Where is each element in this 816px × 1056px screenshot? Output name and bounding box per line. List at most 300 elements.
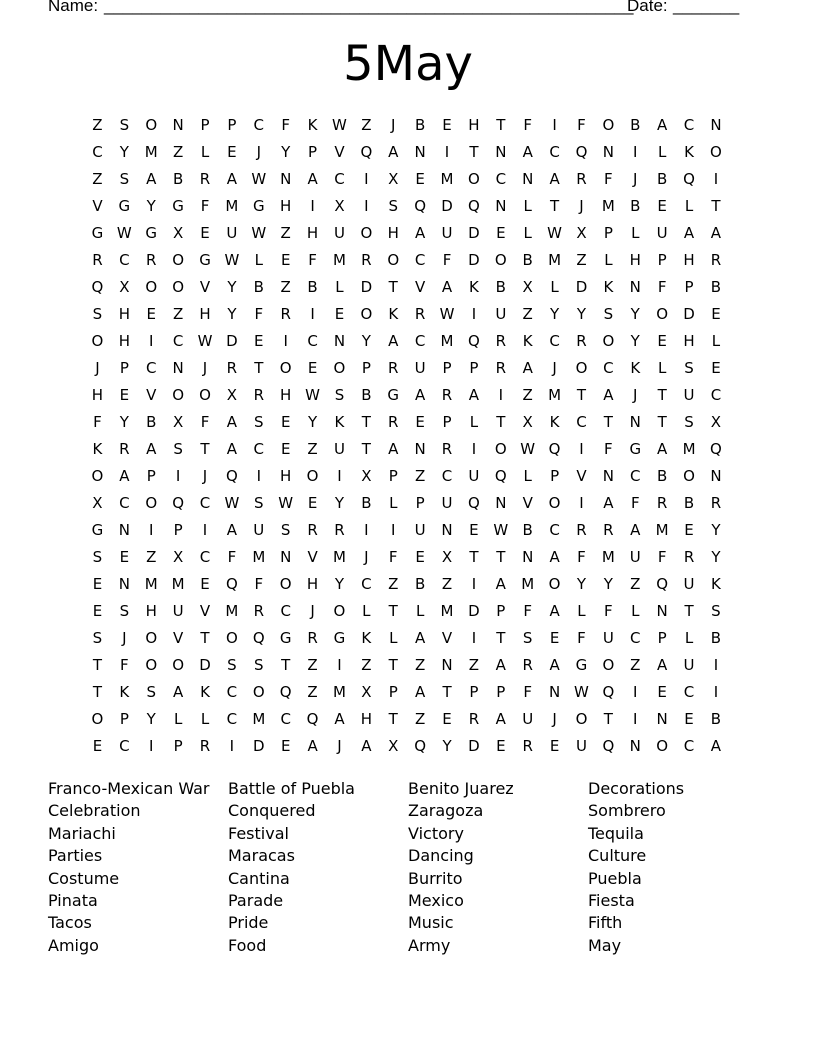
grid-letter: O bbox=[91, 332, 104, 350]
name-label: Name: bbox=[48, 0, 99, 15]
grid-letter: P bbox=[603, 224, 613, 242]
grid-letter: C bbox=[119, 737, 130, 755]
grid-letter: C bbox=[119, 251, 130, 269]
grid-letter: Z bbox=[172, 143, 184, 161]
grid-letter: O bbox=[279, 359, 292, 377]
grid-letter: H bbox=[468, 116, 480, 134]
grid-letter: S bbox=[334, 386, 345, 404]
grid-letter: U bbox=[629, 548, 641, 566]
grid-letter: I bbox=[229, 737, 235, 755]
grid-letter: T bbox=[388, 656, 398, 674]
grid-letter: Z bbox=[414, 710, 426, 728]
grid-letter: Z bbox=[280, 278, 291, 296]
grid-letter: E bbox=[684, 710, 694, 728]
grid-letter: Q bbox=[91, 278, 104, 296]
grid-letter: B bbox=[414, 575, 426, 593]
grid-letter: A bbox=[630, 521, 641, 539]
grid-letter: X bbox=[710, 413, 722, 431]
grid-letter: W bbox=[251, 224, 267, 242]
grid-letter: L bbox=[389, 494, 398, 512]
grid-letter: O bbox=[333, 602, 346, 620]
grid-letter: A bbox=[522, 359, 533, 377]
grid-letter: Y bbox=[603, 575, 613, 593]
grid-letter: Q bbox=[225, 467, 238, 485]
grid-letter: S bbox=[119, 602, 130, 620]
grid-letter: I bbox=[337, 656, 342, 674]
grid-letter: X bbox=[119, 278, 130, 296]
grid-letter: T bbox=[254, 359, 264, 377]
grid-letter: W bbox=[547, 224, 562, 242]
grid-letter: N bbox=[414, 143, 426, 161]
grid-letter: T bbox=[388, 278, 398, 296]
grid-letter: H bbox=[280, 197, 292, 215]
grid-letter: A bbox=[146, 440, 157, 458]
grid-letter: X bbox=[226, 386, 238, 404]
grid-letter: K bbox=[92, 440, 103, 458]
grid-letter: E bbox=[146, 305, 156, 323]
grid-letter: E bbox=[280, 413, 291, 431]
grid-letter: N bbox=[495, 197, 507, 215]
grid-letter: A bbox=[495, 656, 506, 674]
grid-letter: K bbox=[684, 143, 694, 161]
grid-letter: I bbox=[579, 440, 584, 458]
grid-letter: E bbox=[334, 305, 345, 323]
grid-letter: E bbox=[415, 170, 425, 188]
grid-letter: V bbox=[522, 494, 533, 512]
grid-letter: P bbox=[550, 467, 560, 485]
grid-letter: C bbox=[361, 575, 372, 593]
grid-letter: Q bbox=[279, 683, 292, 701]
grid-row bbox=[84, 708, 729, 735]
grid-letter: Q bbox=[710, 440, 722, 458]
grid-letter: Q bbox=[602, 683, 615, 701]
word-bank-item: Zaragoza bbox=[408, 801, 484, 821]
grid-row bbox=[84, 303, 729, 330]
grid-letter: I bbox=[713, 170, 719, 188]
grid-letter: H bbox=[683, 332, 695, 350]
name-blank-line[interactable]: ________________________________________________________ bbox=[104, 0, 634, 15]
word-bank-item: Parade bbox=[228, 890, 284, 910]
grid-letter: X bbox=[522, 413, 533, 431]
grid-letter: R bbox=[253, 602, 264, 620]
grid-letter: I bbox=[202, 521, 208, 539]
grid-letter: B bbox=[683, 494, 695, 512]
grid-letter: I bbox=[633, 143, 638, 161]
grid-letter: S bbox=[711, 602, 721, 620]
grid-row bbox=[84, 519, 729, 546]
grid-letter: E bbox=[280, 737, 291, 755]
grid-letter: V bbox=[441, 629, 453, 647]
grid-letter: G bbox=[118, 197, 131, 215]
grid-letter: Y bbox=[576, 575, 587, 593]
grid-letter: L bbox=[254, 251, 263, 269]
grid-letter: V bbox=[199, 278, 211, 296]
grid-letter: I bbox=[310, 305, 315, 323]
grid-letter: R bbox=[307, 521, 318, 539]
grid-letter: P bbox=[361, 359, 371, 377]
grid-letter: O bbox=[91, 710, 104, 728]
word-bank-item: Pride bbox=[228, 913, 269, 933]
grid-letter: O bbox=[306, 467, 319, 485]
grid-letter: E bbox=[496, 737, 506, 755]
grid-letter: C bbox=[414, 251, 426, 269]
grid-letter: M bbox=[548, 386, 562, 404]
grid-letter: O bbox=[172, 251, 185, 269]
grid-letter: M bbox=[521, 575, 535, 593]
grid-letter: A bbox=[146, 170, 157, 188]
grid-row bbox=[84, 330, 729, 357]
grid-letter: T bbox=[603, 413, 613, 431]
grid-letter: L bbox=[711, 332, 721, 350]
grid-letter: J bbox=[122, 629, 127, 647]
grid-letter: C bbox=[307, 332, 318, 350]
grid-letter: Z bbox=[576, 251, 587, 269]
grid-letter: J bbox=[310, 602, 315, 620]
grid-letter: D bbox=[226, 332, 238, 350]
grid-letter: H bbox=[387, 224, 399, 242]
grid-letter: M bbox=[601, 548, 615, 566]
grid-letter: N bbox=[629, 413, 641, 431]
grid-letter: Z bbox=[522, 386, 533, 404]
grid-letter: U bbox=[172, 602, 184, 620]
grid-letter: H bbox=[280, 386, 292, 404]
grid-letter: A bbox=[549, 170, 560, 188]
grid-letter: M bbox=[601, 197, 615, 215]
grid-letter: F bbox=[523, 683, 533, 701]
grid-letter: T bbox=[496, 413, 506, 431]
grid-letter: T bbox=[442, 683, 452, 701]
grid-letter: B bbox=[710, 278, 722, 296]
grid-letter: X bbox=[172, 548, 184, 566]
grid-letter: P bbox=[657, 251, 667, 269]
word-bank-item: Tacos bbox=[48, 913, 92, 933]
grid-letter: D bbox=[468, 224, 480, 242]
grid-letter: C bbox=[280, 602, 291, 620]
grid-letter: A bbox=[388, 440, 399, 458]
grid-letter: Q bbox=[548, 440, 561, 458]
grid-letter: B bbox=[630, 197, 641, 215]
grid-letter: C bbox=[172, 332, 184, 350]
grid-letter: L bbox=[415, 602, 425, 620]
grid-letter: M bbox=[144, 575, 158, 593]
grid-row bbox=[84, 411, 729, 438]
grid-letter: Z bbox=[172, 305, 184, 323]
grid-row bbox=[84, 276, 729, 303]
grid-letter: R bbox=[146, 251, 157, 269]
grid-letter: O bbox=[172, 386, 185, 404]
grid-letter: W bbox=[197, 332, 213, 350]
grid-letter: B bbox=[522, 251, 533, 269]
grid-letter: K bbox=[468, 278, 479, 296]
word-bank-item: Dancing bbox=[408, 846, 474, 866]
grid-letter: V bbox=[415, 278, 426, 296]
grid-letter: F bbox=[442, 251, 452, 269]
grid-letter: A bbox=[226, 440, 238, 458]
grid-letter: X bbox=[522, 278, 533, 296]
grid-letter: F bbox=[604, 602, 613, 620]
grid-letter: U bbox=[333, 224, 345, 242]
grid-letter: P bbox=[469, 683, 479, 701]
grid-letter: I bbox=[633, 683, 638, 701]
grid-letter: M bbox=[682, 440, 696, 458]
grid-letter: W bbox=[520, 440, 536, 458]
grid-letter: S bbox=[173, 440, 183, 458]
grid-letter: P bbox=[442, 413, 452, 431]
grid-letter: C bbox=[226, 710, 238, 728]
grid-letter: N bbox=[280, 170, 292, 188]
grid-letter: U bbox=[414, 521, 426, 539]
grid-letter: B bbox=[172, 170, 184, 188]
grid-letter: R bbox=[119, 440, 130, 458]
grid-letter: O bbox=[252, 683, 265, 701]
grid-letter: O bbox=[225, 629, 238, 647]
grid-letter: O bbox=[683, 467, 695, 485]
grid-letter: F bbox=[388, 548, 398, 566]
grid-letter: N bbox=[629, 737, 641, 755]
grid-letter: Z bbox=[280, 224, 291, 242]
grid-letter: G bbox=[199, 251, 211, 269]
grid-letter: E bbox=[254, 332, 264, 350]
grid-letter: N bbox=[629, 278, 641, 296]
grid-letter: F bbox=[523, 116, 533, 134]
grid-letter: D bbox=[253, 737, 265, 755]
grid-letter: C bbox=[683, 737, 695, 755]
grid-letter: Q bbox=[468, 332, 480, 350]
page-title: 5May bbox=[343, 36, 473, 92]
grid-letter: F bbox=[93, 413, 102, 431]
grid-letter: T bbox=[361, 413, 371, 431]
grid-letter: Q bbox=[602, 737, 615, 755]
grid-letter: Z bbox=[92, 170, 103, 188]
grid-letter: C bbox=[92, 143, 103, 161]
grid-letter: Y bbox=[442, 737, 452, 755]
grid-letter: A bbox=[710, 737, 722, 755]
grid-letter: T bbox=[92, 683, 103, 701]
grid-letter: C bbox=[683, 116, 695, 134]
word-bank-item: Cantina bbox=[228, 868, 290, 888]
grid-letter: J bbox=[364, 548, 369, 566]
grid-letter: P bbox=[173, 521, 183, 539]
grid-letter: Q bbox=[414, 197, 427, 215]
grid-letter: G bbox=[252, 197, 265, 215]
grid-letter: N bbox=[522, 548, 534, 566]
grid-letter: K bbox=[522, 332, 533, 350]
grid-letter: A bbox=[468, 386, 480, 404]
grid-letter: M bbox=[440, 170, 454, 188]
grid-letter: T bbox=[469, 143, 479, 161]
grid-letter: N bbox=[172, 116, 184, 134]
grid-letter: U bbox=[253, 521, 265, 539]
grid-letter: T bbox=[92, 656, 103, 674]
grid-letter: W bbox=[493, 521, 509, 539]
grid-letter: C bbox=[576, 413, 587, 431]
grid-letter: B bbox=[710, 629, 722, 647]
grid-letter: O bbox=[145, 656, 158, 674]
grid-letter: Y bbox=[550, 305, 560, 323]
grid-letter: H bbox=[280, 467, 292, 485]
word-bank-item: Sombrero bbox=[588, 801, 666, 821]
word-bank-item: Franco-Mexican War bbox=[48, 779, 210, 798]
grid-letter: A bbox=[119, 467, 130, 485]
grid-letter: A bbox=[657, 116, 668, 134]
grid-letter: Y bbox=[119, 143, 129, 161]
grid-letter: F bbox=[254, 575, 264, 593]
grid-letter: Y bbox=[711, 521, 721, 539]
grid-letter: Z bbox=[361, 116, 372, 134]
grid-letter: Y bbox=[711, 548, 721, 566]
grid-letter: E bbox=[280, 251, 291, 269]
grid-letter: O bbox=[145, 494, 158, 512]
grid-letter: L bbox=[469, 413, 479, 431]
grid-letter: Y bbox=[630, 332, 640, 350]
grid-letter: M bbox=[225, 602, 239, 620]
grid-letter: A bbox=[710, 224, 722, 242]
grid-letter: N bbox=[710, 116, 722, 134]
grid-letter: C bbox=[226, 683, 238, 701]
grid-letter: R bbox=[441, 386, 453, 404]
grid-letter: O bbox=[172, 656, 185, 674]
grid-letter: R bbox=[388, 413, 399, 431]
grid-letter: W bbox=[224, 251, 240, 269]
word-bank-item: Music bbox=[408, 913, 454, 933]
grid-letter: Y bbox=[281, 143, 291, 161]
grid-letter: A bbox=[334, 710, 345, 728]
grid-letter: C bbox=[495, 170, 507, 188]
grid-letter: G bbox=[91, 224, 104, 242]
grid-letter: O bbox=[199, 386, 211, 404]
grid-letter: D bbox=[468, 251, 480, 269]
grid-letter: E bbox=[92, 575, 103, 593]
grid-row bbox=[84, 573, 729, 600]
date-blank-line[interactable]: _______ bbox=[673, 0, 740, 15]
grid-letter: O bbox=[656, 737, 669, 755]
grid-letter: T bbox=[469, 548, 479, 566]
grid-letter: P bbox=[173, 737, 183, 755]
word-bank-item: Maracas bbox=[228, 846, 295, 866]
grid-letter: A bbox=[226, 521, 238, 539]
grid-letter: M bbox=[144, 143, 158, 161]
word-bank-item: Celebration bbox=[48, 801, 141, 821]
grid-letter: N bbox=[656, 710, 668, 728]
grid-letter: R bbox=[576, 170, 587, 188]
grid-letter: I bbox=[256, 467, 261, 485]
grid-letter: T bbox=[603, 710, 613, 728]
grid-letter: W bbox=[278, 494, 294, 512]
grid-letter: E bbox=[119, 386, 130, 404]
grid-letter: K bbox=[388, 305, 399, 323]
grid-letter: S bbox=[92, 305, 103, 323]
grid-letter: T bbox=[576, 386, 587, 404]
grid-letter: F bbox=[120, 656, 129, 674]
grid-letter: U bbox=[683, 656, 695, 674]
grid-letter: M bbox=[440, 602, 454, 620]
grid-letter: B bbox=[146, 413, 157, 431]
grid-letter: D bbox=[441, 197, 453, 215]
grid-letter: F bbox=[523, 602, 533, 620]
grid-letter: D bbox=[468, 737, 480, 755]
grid-letter: Z bbox=[92, 116, 103, 134]
grid-letter: A bbox=[415, 386, 426, 404]
grid-letter: Z bbox=[441, 575, 453, 593]
grid-letter: Y bbox=[227, 305, 237, 323]
grid-letter: S bbox=[684, 359, 694, 377]
grid-letter: B bbox=[361, 494, 372, 512]
grid-letter: I bbox=[337, 467, 342, 485]
word-bank-item: Army bbox=[408, 935, 451, 955]
grid-letter: U bbox=[575, 737, 587, 755]
grid-letter: K bbox=[334, 413, 345, 431]
grid-letter: L bbox=[523, 197, 532, 215]
word-bank-item: May bbox=[588, 935, 622, 955]
grid-letter: F bbox=[657, 548, 667, 566]
word-bank-item: Parties bbox=[48, 846, 103, 866]
grid-letter: D bbox=[683, 305, 695, 323]
grid-row bbox=[84, 249, 729, 276]
grid-letter: H bbox=[360, 710, 372, 728]
grid-letter: W bbox=[116, 224, 132, 242]
grid-letter: F bbox=[577, 548, 586, 566]
word-bank-item: Fiesta bbox=[588, 890, 635, 910]
grid-letter: U bbox=[683, 575, 695, 593]
grid-letter: Q bbox=[360, 143, 373, 161]
word-bank-item: Amigo bbox=[48, 935, 99, 955]
grid-letter: E bbox=[227, 143, 237, 161]
grid-letter: Y bbox=[227, 278, 237, 296]
grid-letter: C bbox=[630, 629, 641, 647]
grid-letter: Z bbox=[307, 683, 318, 701]
grid-letter: C bbox=[334, 170, 345, 188]
grid-letter: G bbox=[629, 440, 642, 458]
grid-letter: K bbox=[200, 683, 210, 701]
grid-letter: H bbox=[629, 251, 641, 269]
grid-letter: Z bbox=[361, 656, 372, 674]
grid-letter: L bbox=[684, 197, 694, 215]
grid-letter: K bbox=[119, 683, 130, 701]
grid-letter: U bbox=[414, 359, 426, 377]
grid-letter: L bbox=[631, 602, 640, 620]
grid-letter: M bbox=[332, 683, 346, 701]
grid-letter: U bbox=[441, 224, 453, 242]
word-bank-item: Victory bbox=[408, 823, 464, 843]
grid-letter: Q bbox=[172, 494, 185, 512]
grid-letter: I bbox=[175, 467, 181, 485]
grid-letter: P bbox=[200, 116, 210, 134]
grid-letter: X bbox=[388, 737, 399, 755]
grid-letter: T bbox=[496, 116, 506, 134]
grid-letter: C bbox=[253, 440, 265, 458]
grid-letter: F bbox=[577, 629, 586, 647]
grid-letter: O bbox=[548, 494, 561, 512]
grid-letter: R bbox=[576, 332, 587, 350]
grid-letter: R bbox=[522, 656, 533, 674]
grid-letter: G bbox=[387, 386, 400, 404]
grid-letter: D bbox=[468, 602, 480, 620]
grid-letter: X bbox=[92, 494, 103, 512]
grid-letter: J bbox=[202, 359, 208, 377]
grid-letter: J bbox=[202, 467, 208, 485]
grid-letter: Z bbox=[630, 575, 641, 593]
grid-letter: L bbox=[523, 467, 532, 485]
grid-letter: L bbox=[335, 278, 344, 296]
grid-letter: S bbox=[146, 683, 156, 701]
grid-letter: U bbox=[656, 224, 668, 242]
worksheet-header bbox=[48, 0, 768, 20]
grid-letter: Q bbox=[414, 737, 427, 755]
grid-letter: Z bbox=[146, 548, 157, 566]
grid-letter: R bbox=[710, 494, 722, 512]
grid-letter: E bbox=[280, 440, 291, 458]
grid-letter: C bbox=[683, 683, 695, 701]
